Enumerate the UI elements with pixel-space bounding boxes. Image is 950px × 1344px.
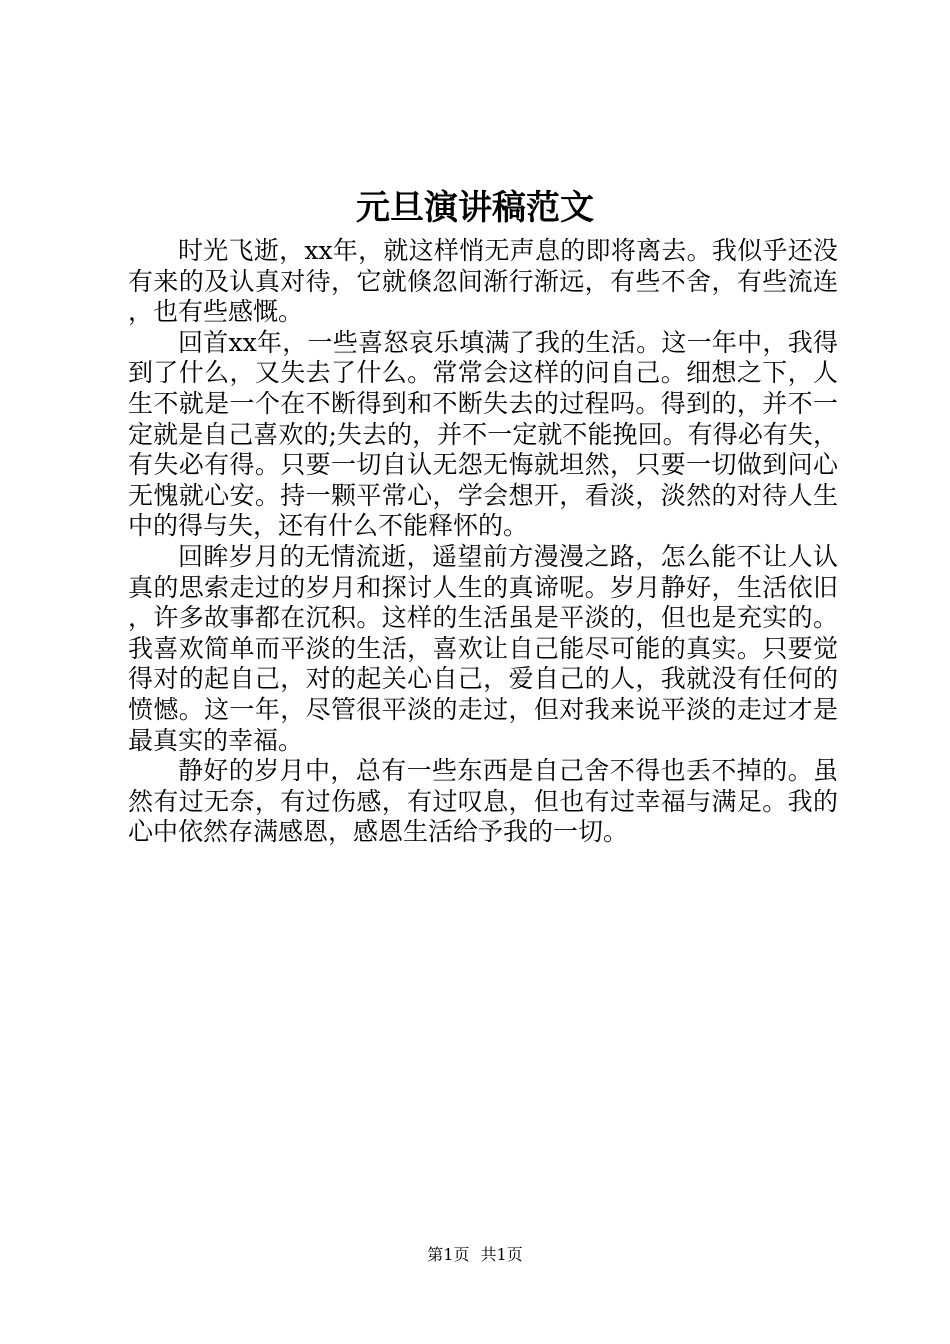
page-number: 第1页 <box>427 1245 470 1264</box>
paragraph-3: 回眸岁月的无情流逝，遥望前方漫漫之路，怎么能不让人认真的思索走过的岁月和探讨人生的真谛呢。岁月静好，生活依旧，许多故事都在沉积。这样的生活虽是平淡的，但也是充实的。我喜欢简单而平淡的生活，喜欢让自己能尽可能的真实。只要觉得对的起自己，对的起关心自己，爱自己的人，我就没有任何的愤憾。这一年，尽管很平淡的走过，但对我来说平淡的走过才是最真实的幸福。 <box>128 541 838 755</box>
document-body <box>128 236 838 848</box>
paragraph-4: 静好的岁月中，总有一些东西是自己舍不得也丢不掉的。虽然有过无奈，有过伤感，有过叹息，但也有过幸福与满足。我的心中依然存满感恩，感恩生活给予我的一切。 <box>128 756 838 847</box>
page-footer <box>0 1243 950 1267</box>
paragraph-2: 回首xx年，一些喜怒哀乐填满了我的生活。这一年中，我得到了什么，又失去了什么。常常会这样的问自己。细想之下，人生不就是一个在不断得到和不断失去的过程吗。得到的，并不一定就是自己喜欢的;失去的，并不一定就不能挽回。有得必有失，有失必有得。只要一切自认无怨无悔就坦然，只要一切做到问心无愧就心安。持一颗平常心，学会想开，看淡，淡然的对待人生中的得与失，还有什么不能释怀的。 <box>128 327 838 541</box>
page-total: 共1页 <box>480 1245 523 1264</box>
paragraph-1: 时光飞逝，xx年，就这样悄无声息的即将离去。我似乎还没有来的及认真对待，它就倏忽间渐行渐远，有些不舍，有些流连，也有些感慨。 <box>128 236 838 327</box>
document-title: 元旦演讲稿范文 <box>356 188 594 228</box>
